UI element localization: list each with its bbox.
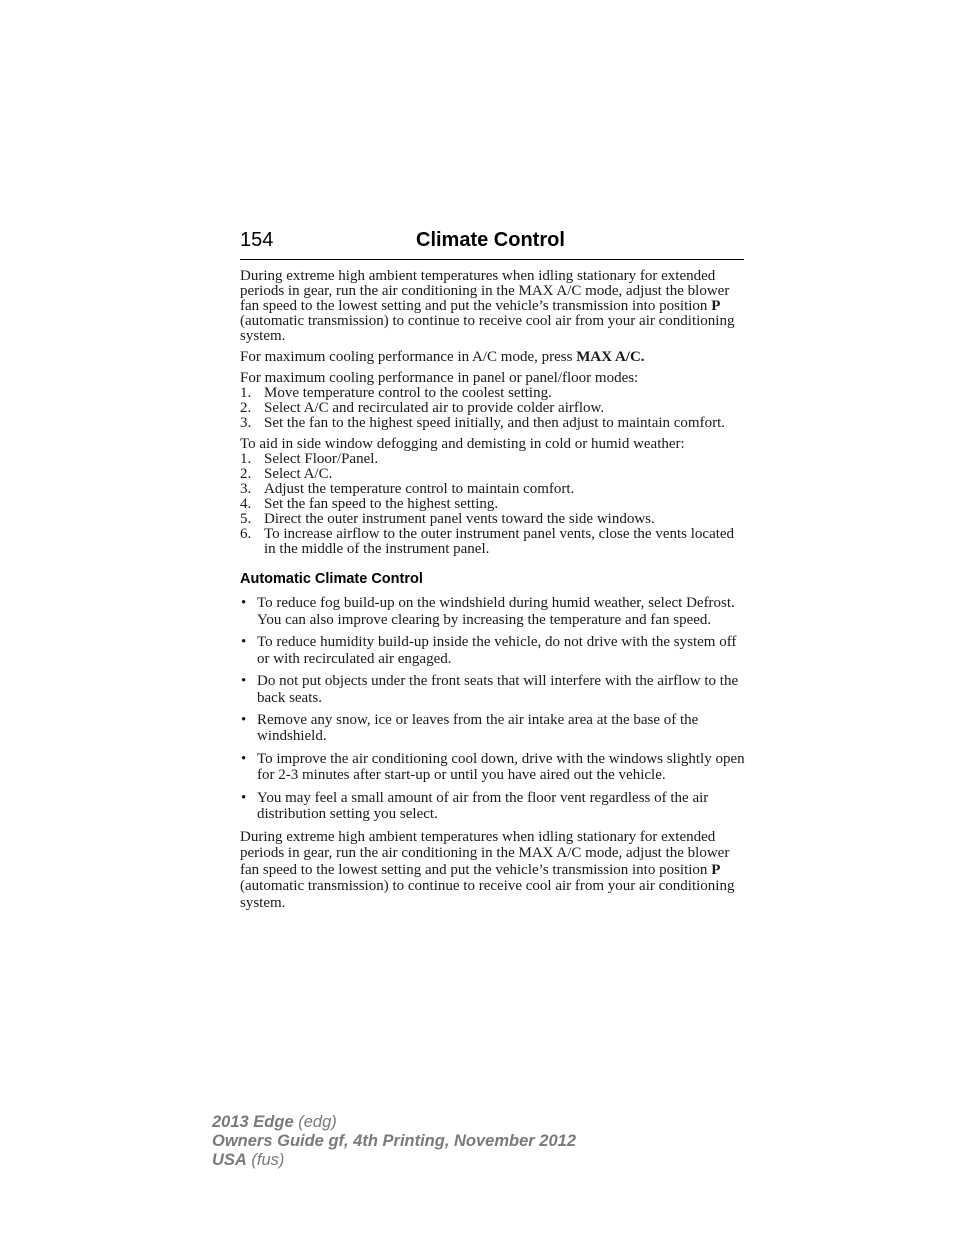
max-ac-text: For maximum cooling performance in A/C mode, press <box>240 349 577 365</box>
step-number: 2. <box>240 400 252 416</box>
max-ac-button-name: MAX A/C. <box>576 349 645 365</box>
page-header <box>240 229 744 260</box>
list-item <box>240 751 746 784</box>
bullet-glyph: • <box>241 750 247 767</box>
list-item <box>240 673 746 706</box>
step-number: 5. <box>240 511 252 527</box>
bullet-text: Do not put objects under the front seats that will interfere with the airflow to the back seats. <box>257 672 739 706</box>
footer-printing: Owners Guide gf, 4th Printing, November 2012 <box>212 1132 576 1150</box>
footer-line-market <box>212 1151 576 1170</box>
bullet-glyph: • <box>241 789 247 806</box>
step-number: 3. <box>240 481 252 497</box>
step-text: Select A/C and recirculated air to provide colder airflow. <box>264 400 605 416</box>
step-text: Adjust the temperature control to maintain comfort. <box>264 481 575 497</box>
list-item <box>240 512 746 527</box>
list-item <box>240 497 746 512</box>
list-item <box>240 527 746 557</box>
defogging-steps <box>240 452 746 557</box>
list-item <box>240 595 746 628</box>
intro-text-before: During extreme high ambient temperatures when idling stationary for extended periods in gear, run the air conditioning in the MAX A/C mode, adjust the blower fan speed to the lowest setting and put the vehicle’s transmission into position <box>240 268 730 314</box>
step-text: Set the fan speed to the highest setting. <box>264 496 499 512</box>
step-number: 2. <box>240 466 252 482</box>
intro-text-after: (automatic transmission) to continue to receive cool air from your air conditioning system. <box>240 313 735 344</box>
footer-model-code: (edg) <box>293 1113 337 1131</box>
footer-line-model <box>212 1113 576 1132</box>
page-body <box>240 269 746 917</box>
auto-climate-tips <box>240 595 746 823</box>
step-number: 1. <box>240 451 252 467</box>
step-text: Select A/C. <box>264 466 333 482</box>
panel-cooling-intro: For maximum cooling performance in panel or panel/floor modes: <box>240 370 639 386</box>
closing-paragraph <box>240 829 746 912</box>
step-text: Set the fan to the highest speed initially, and then adjust to maintain comfort. <box>264 415 726 431</box>
panel-cooling-steps <box>240 386 746 431</box>
list-item <box>240 416 746 431</box>
list-item <box>240 467 746 482</box>
footer-model: 2013 Edge <box>212 1113 294 1131</box>
closing-text-before: During extreme high ambient temperatures when idling stationary for extended periods in gear, run the air conditioning in the MAX A/C mode, adjust the blower fan speed to the lowest setting and put the vehicle’s transmission into position <box>240 828 730 878</box>
footer-line-printing <box>212 1132 576 1151</box>
footer-market: USA <box>212 1151 247 1169</box>
step-number: 4. <box>240 496 252 512</box>
bullet-glyph: • <box>241 633 247 650</box>
list-item <box>240 634 746 667</box>
bullet-glyph: • <box>241 672 247 689</box>
max-ac-paragraph <box>240 350 746 365</box>
page-footer <box>212 1113 576 1170</box>
step-text: Select Floor/Panel. <box>264 451 379 467</box>
step-number: 3. <box>240 415 252 431</box>
intro-paragraph <box>240 269 746 344</box>
panel-cooling-section <box>240 371 746 431</box>
step-text: Direct the outer instrument panel vents toward the side windows. <box>264 511 655 527</box>
list-item <box>240 386 746 401</box>
list-item <box>240 482 746 497</box>
step-number: 6. <box>240 526 252 542</box>
page-title: Climate Control <box>416 229 565 251</box>
list-item <box>240 790 746 823</box>
bullet-glyph: • <box>241 595 247 611</box>
defogging-section <box>240 437 746 557</box>
bullet-text: To reduce fog build-up on the windshield during humid weather, select Defrost. You can also improve clearing by increasing the temperature and fan speed. <box>257 595 735 628</box>
list-item <box>240 452 746 467</box>
step-text: Move temperature control to the coolest setting. <box>264 385 552 401</box>
bullet-text: To improve the air conditioning cool down, drive with the windows slightly open for 2-3 minutes after start-up or until you have aired out the vehicle. <box>257 750 745 784</box>
list-item <box>240 401 746 416</box>
closing-gear-position: P <box>711 861 721 878</box>
section-heading: Automatic Climate Control <box>240 571 423 587</box>
closing-text-after: (automatic transmission) to continue to receive cool air from your air conditioning system. <box>240 878 735 911</box>
list-item <box>240 712 746 745</box>
page-number: 154 <box>240 229 274 251</box>
bullet-text: To reduce humidity build-up inside the vehicle, do not drive with the system off or with recirculated air engaged. <box>257 633 737 667</box>
step-number: 1. <box>240 385 252 401</box>
bullet-text: You may feel a small amount of air from the floor vent regardless of the air distribution setting you select. <box>257 789 709 823</box>
step-text: To increase airflow to the outer instrument panel vents, close the vents located in the middle of the instrument panel. <box>264 526 735 557</box>
footer-market-code: (fus) <box>246 1151 285 1169</box>
defogging-intro: To aid in side window defogging and demisting in cold or humid weather: <box>240 436 685 452</box>
bullet-text: Remove any snow, ice or leaves from the air intake area at the base of the windshield. <box>257 711 699 745</box>
bullet-glyph: • <box>241 711 247 728</box>
intro-gear-position: P <box>711 298 721 314</box>
